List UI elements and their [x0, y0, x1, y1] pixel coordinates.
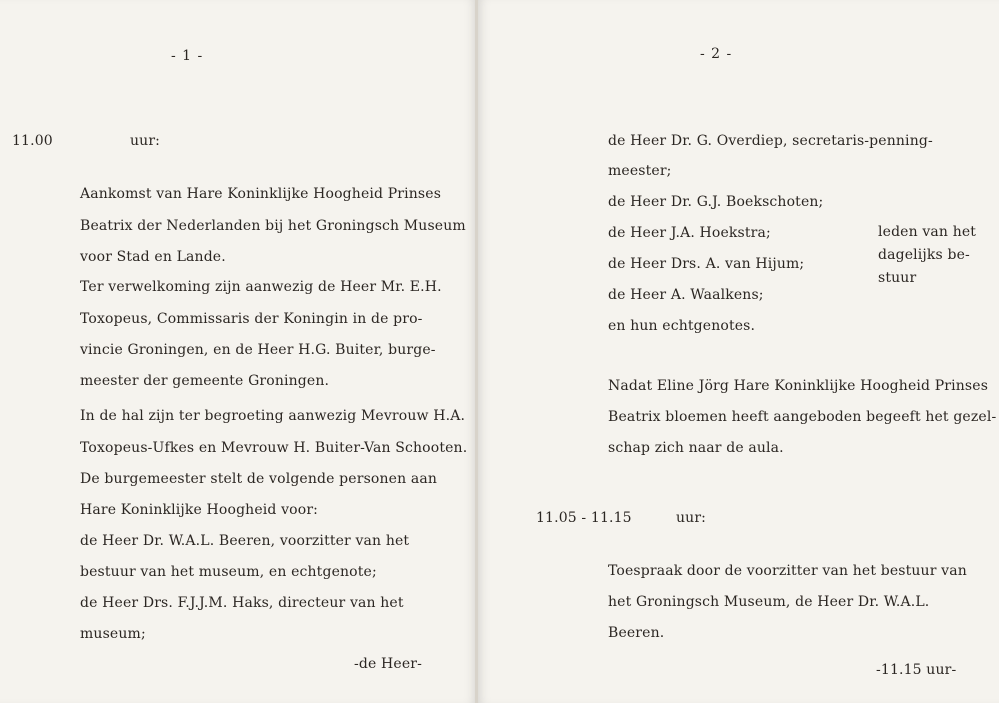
text-line: Beeren.: [608, 625, 665, 641]
time-range: 11.05 - 11.15: [536, 510, 632, 526]
catchword: -11.15 uur-: [876, 662, 957, 678]
page-number: - 2 -: [700, 46, 733, 62]
text-line: vincie Groningen, en de Heer H.G. Buiter, burge-: [80, 342, 436, 358]
text-line: museum;: [80, 626, 146, 642]
text-line: Hare Koninklijke Hoogheid voor:: [80, 502, 319, 518]
text-line: Nadat Eline Jörg Hare Koninklijke Hoogheid Prinses: [608, 378, 989, 394]
text-line: de Heer Drs. F.J.J.M. Haks, directeur van het: [80, 595, 404, 611]
text-line: Toxopeus, Commissaris der Koningin in de pro-: [80, 311, 423, 327]
text-line: schap zich naar de aula.: [608, 440, 784, 456]
text-line: de Heer A. Waalkens;: [608, 287, 764, 303]
text-line: De burgemeester stelt de volgende personen aan: [80, 471, 438, 487]
text-line: voor Stad en Lande.: [80, 249, 226, 265]
text-line: de Heer Dr. W.A.L. Beeren, voorzitter van het: [80, 533, 410, 549]
text-line: de Heer Drs. A. van Hijum;: [608, 256, 805, 272]
time-label: 11.00: [12, 133, 53, 149]
text-line: meester der gemeente Groningen.: [80, 373, 330, 389]
catchword: -de Heer-: [354, 656, 422, 672]
text-line: het Groningsch Museum, de Heer Dr. W.A.L.: [608, 594, 930, 610]
text-line: de Heer Dr. G.J. Boekschoten;: [608, 194, 824, 210]
right-page: [478, 0, 999, 703]
page-number: - 1 -: [171, 48, 204, 64]
left-page: [0, 0, 476, 703]
text-line: Ter verwelkoming zijn aanwezig de Heer Mr. E.H.: [80, 279, 442, 295]
side-note-line: dagelijks be-: [878, 247, 970, 263]
text-line: de Heer Dr. G. Overdiep, secretaris-penning-: [608, 133, 933, 149]
text-line: bestuur van het museum, en echtgenote;: [80, 564, 377, 580]
text-line: Aankomst van Hare Koninklijke Hoogheid Prinses: [80, 186, 442, 202]
side-note-line: leden van het: [878, 224, 977, 240]
side-note-line: stuur: [878, 270, 917, 286]
text-line: de Heer J.A. Hoekstra;: [608, 225, 771, 241]
text-line: en hun echtgenotes.: [608, 318, 756, 334]
text-line: Toxopeus-Ufkes en Mevrouw H. Buiter-Van Schooten.: [80, 440, 468, 456]
time-unit: uur:: [676, 510, 707, 526]
text-line: meester;: [608, 163, 672, 179]
text-line: Beatrix der Nederlanden bij het Groningsch Museum: [80, 218, 466, 234]
time-unit: uur:: [130, 133, 161, 149]
text-line: In de hal zijn ter begroeting aanwezig Mevrouw H.A.: [80, 408, 466, 424]
text-line: Toespraak door de voorzitter van het bestuur van: [608, 563, 967, 579]
text-line: Beatrix bloemen heeft aangeboden begeeft het gezel-: [608, 409, 997, 425]
